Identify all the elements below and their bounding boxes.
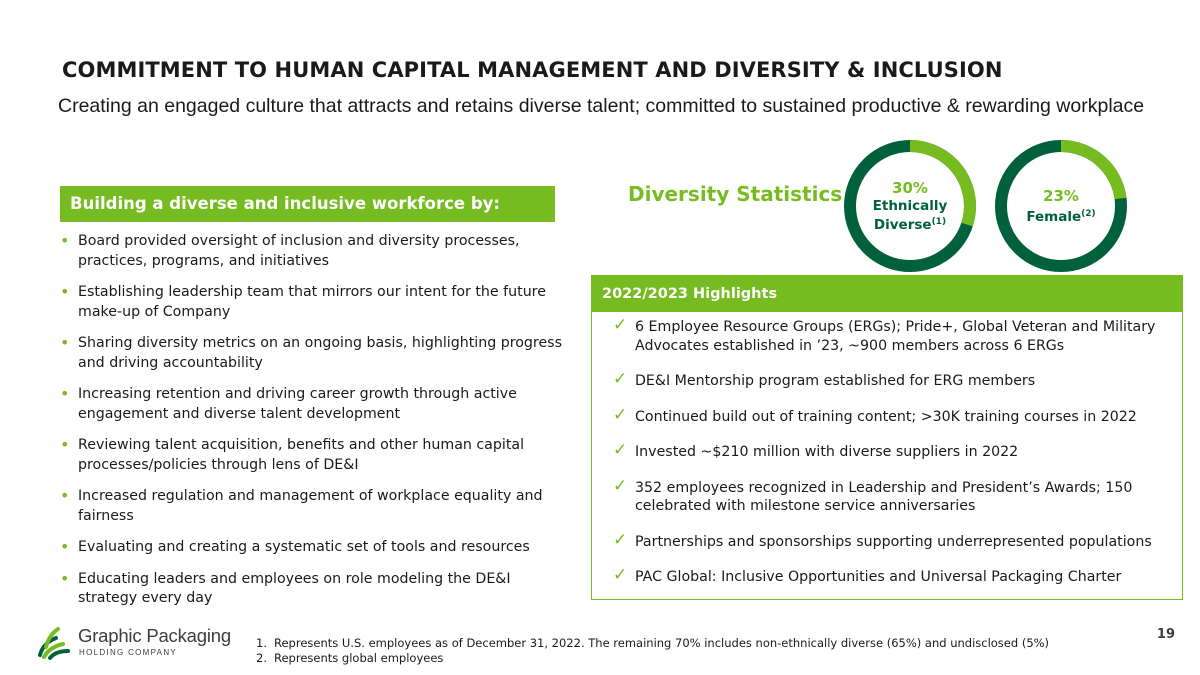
check-icon: ✓ [613, 475, 628, 496]
page-number: 19 [1156, 627, 1175, 642]
donut-percent: 30% [892, 178, 928, 197]
footnote-ref: (1) [931, 216, 947, 227]
bullet-text: Reviewing talent acquisition, benefits and other human capital processes/policies through lens of DE&I [78, 437, 525, 473]
donut-label-text: Female [1026, 208, 1082, 225]
list-item [592, 529, 1182, 552]
bullet-icon: • [60, 282, 70, 301]
bullet-text: Establishing leadership team that mirrors our intent for the future make-up of Company [78, 284, 546, 320]
list-item [592, 315, 1182, 355]
bullet-text: Increasing retention and driving career growth through active engagement and diverse talent development [78, 386, 517, 422]
donut-label-line2 [874, 214, 946, 233]
footnote-number: 1. [256, 636, 267, 650]
highlight-text: PAC Global: Inclusive Opportunities and Universal Packaging Charter [635, 569, 1122, 585]
logo-name: Graphic Packaging [78, 625, 231, 646]
bullet-text: Board provided oversight of inclusion and diversity processes, practices, programs, and initiatives [78, 233, 520, 269]
highlights-header: 2022/2023 Highlights [592, 276, 1182, 312]
check-icon: ✓ [613, 315, 628, 335]
bullet-icon: • [60, 435, 70, 454]
list-item [592, 475, 1182, 516]
footnote-ref: (2) [1081, 208, 1096, 219]
list-item [60, 487, 565, 526]
page-title: COMMITMENT TO HUMAN CAPITAL MANAGEMENT AND DIVERSITY & INCLUSION [62, 58, 1003, 82]
check-icon: ✓ [613, 565, 628, 585]
diversity-statistics-label: Diversity Statistics [628, 182, 843, 206]
bullet-text: Increased regulation and management of workplace equality and fairness [78, 488, 543, 524]
donut-label [842, 138, 978, 274]
leaf-logo-icon [36, 625, 72, 661]
page-subtitle: Creating an engaged culture that attracts and retains diverse talent; committed to sustained productive & rewarding workplace [58, 95, 1145, 117]
check-icon: ✓ [613, 440, 628, 460]
bullet-icon: • [60, 568, 70, 588]
check-icon: ✓ [613, 404, 628, 425]
bullet-text: Evaluating and creating a systematic set of tools and resources [78, 539, 530, 555]
footnote [256, 651, 1049, 666]
highlight-text: 6 Employee Resource Groups (ERGs); Pride+, Global Veteran and Military Advocates established in ’23, ~900 members across 6 ERGs [635, 319, 1156, 354]
female-donut [993, 138, 1129, 274]
check-icon: ✓ [613, 369, 628, 389]
donut-label-text: Diverse [873, 216, 932, 233]
donut-label [993, 138, 1129, 274]
list-item [60, 283, 565, 322]
footnotes [256, 636, 1049, 666]
bullet-icon: • [60, 486, 70, 505]
footnote-text: Represents global employees [274, 651, 444, 665]
list-item [60, 538, 565, 558]
bullet-icon: • [60, 384, 70, 403]
footnote-number: 2. [256, 651, 267, 665]
footnote [256, 636, 1049, 651]
footnote-text: Represents U.S. employees as of December 31, 2022. The remaining 70% includes non-ethnically diverse (65%) and undisclosed (5%) [274, 636, 1050, 650]
highlight-text: Invested ~$210 million with diverse suppliers in 2022 [635, 444, 1019, 460]
bullet-icon: • [60, 231, 70, 250]
bullet-text: Educating leaders and employees on role modeling the DE&I strategy every day [78, 570, 511, 606]
donut-label-line2 [1026, 206, 1095, 225]
list-item [60, 385, 565, 424]
workforce-section-header: Building a diverse and inclusive workforce by: [60, 186, 555, 222]
highlight-text: Partnerships and sponsorships supporting underrepresented populations [635, 533, 1152, 550]
donut-percent: 23% [1043, 186, 1079, 205]
logo-subtitle: HOLDING COMPANY [79, 648, 178, 657]
check-icon: ✓ [613, 529, 628, 550]
list-item [60, 334, 565, 373]
highlight-text: DE&I Mentorship program established for ERG members [635, 373, 1036, 389]
list-item [60, 232, 565, 271]
bullet-icon: • [60, 537, 70, 556]
highlight-text: Continued build out of training content; >30K training courses in 2022 [635, 408, 1137, 425]
donut-label-line1: Ethnically [872, 197, 948, 214]
company-logo [36, 623, 236, 663]
list-item [60, 570, 565, 609]
list-item [60, 436, 565, 475]
workforce-bullet-list [60, 232, 565, 621]
highlight-text: 352 employees recognized in Leadership and President’s Awards; 150 celebrated with milestone service anniversaries [635, 479, 1133, 514]
list-item [592, 440, 1182, 462]
list-item [592, 369, 1182, 391]
highlights-panel [591, 275, 1183, 600]
list-item [592, 404, 1182, 427]
ethnically-diverse-donut [842, 138, 978, 274]
highlights-list [592, 312, 1182, 587]
bullet-icon: • [60, 333, 70, 352]
list-item [592, 565, 1182, 587]
bullet-text: Sharing diversity metrics on an ongoing basis, highlighting progress and driving accountability [78, 335, 562, 371]
